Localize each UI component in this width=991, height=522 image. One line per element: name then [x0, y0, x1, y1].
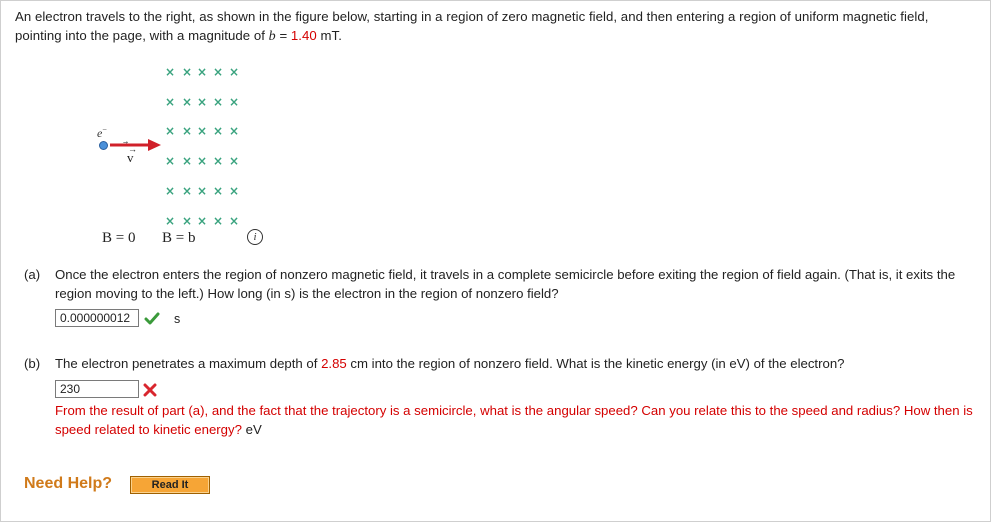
part-b-letter: (b): [24, 356, 41, 371]
part-a-letter: (a): [24, 267, 41, 282]
field-x-mark: ×: [229, 95, 240, 109]
part-a-answer-input[interactable]: 0.000000012: [55, 309, 139, 327]
label-b-field: B = b: [162, 230, 196, 246]
field-x-mark: ×: [197, 124, 208, 138]
b-value: 1.40: [290, 28, 317, 43]
field-x-mark: ×: [165, 65, 176, 79]
part-b-answer-input[interactable]: 230: [55, 380, 139, 398]
field-x-mark: ×: [213, 214, 224, 228]
equals-sign: =: [275, 28, 291, 43]
correct-check-icon: [144, 312, 160, 326]
intro-text: An electron travels to the right, as shown in the figure below, starting in a region of zero magnetic field, and then entering a region of uniform magnetic field, pointing into the page, with a magnitude of: [15, 9, 929, 43]
field-x-mark: ×: [197, 214, 208, 228]
magnetic-field-figure: [0, 0, 991, 260]
field-x-mark: ×: [182, 65, 193, 79]
field-x-mark: ×: [165, 214, 176, 228]
field-x-mark: ×: [229, 154, 240, 168]
label-zero-field: B = 0: [102, 230, 136, 246]
depth-value: 2.85: [321, 356, 347, 371]
field-x-mark: ×: [197, 154, 208, 168]
field-x-mark: ×: [182, 124, 193, 138]
field-x-mark: ×: [213, 154, 224, 168]
field-x-mark: ×: [213, 95, 224, 109]
field-x-mark: ×: [229, 214, 240, 228]
field-x-mark: ×: [182, 95, 193, 109]
field-x-mark: ×: [229, 65, 240, 79]
field-x-mark: ×: [197, 184, 208, 198]
field-x-mark: ×: [165, 184, 176, 198]
part-a-question: Once the electron enters the region of nonzero magnetic field, it travels in a complete semicircle before exiting the region of field again. (That is, it exits the region moving to the left.) How long (in s) is the electron in the region of nonzero field?: [55, 267, 956, 301]
electron-label: e−: [97, 125, 107, 140]
field-x-mark: ×: [213, 184, 224, 198]
field-x-mark: ×: [229, 184, 240, 198]
part-b-question: The electron penetrates a maximum depth of 2.85 cm into the region of nonzero field. What is the kinetic energy (in eV) of the electron?: [55, 356, 845, 371]
field-x-mark: ×: [213, 124, 224, 138]
electron-dot: [99, 141, 108, 150]
part-b-hint: From the result of part (a), and the fact that the trajectory is a semicircle, what is the angular speed? Can you relate this to the speed and radius? How then is speed related to kinetic energy? eV: [55, 403, 973, 437]
incorrect-x-icon: [143, 383, 157, 397]
part-b: [24, 354, 974, 374]
info-icon[interactable]: i: [247, 229, 263, 245]
field-x-mark: ×: [165, 95, 176, 109]
field-x-mark: ×: [165, 154, 176, 168]
velocity-label: → v: [127, 144, 137, 165]
field-x-mark: ×: [182, 154, 193, 168]
field-x-mark: ×: [182, 184, 193, 198]
part-a-unit: s: [174, 312, 181, 326]
need-help-label: Need Help?: [24, 475, 113, 492]
field-x-mark: ×: [197, 65, 208, 79]
field-x-mark: ×: [197, 95, 208, 109]
part-b-unit: eV: [245, 422, 262, 437]
read-it-button[interactable]: Read It: [130, 476, 210, 494]
field-x-mark: ×: [229, 124, 240, 138]
field-x-mark: ×: [213, 65, 224, 79]
b-symbol: b: [268, 29, 276, 44]
part-a: [24, 265, 974, 305]
field-x-mark: ×: [182, 214, 193, 228]
field-x-mark: ×: [165, 124, 176, 138]
b-unit: mT.: [316, 28, 342, 43]
